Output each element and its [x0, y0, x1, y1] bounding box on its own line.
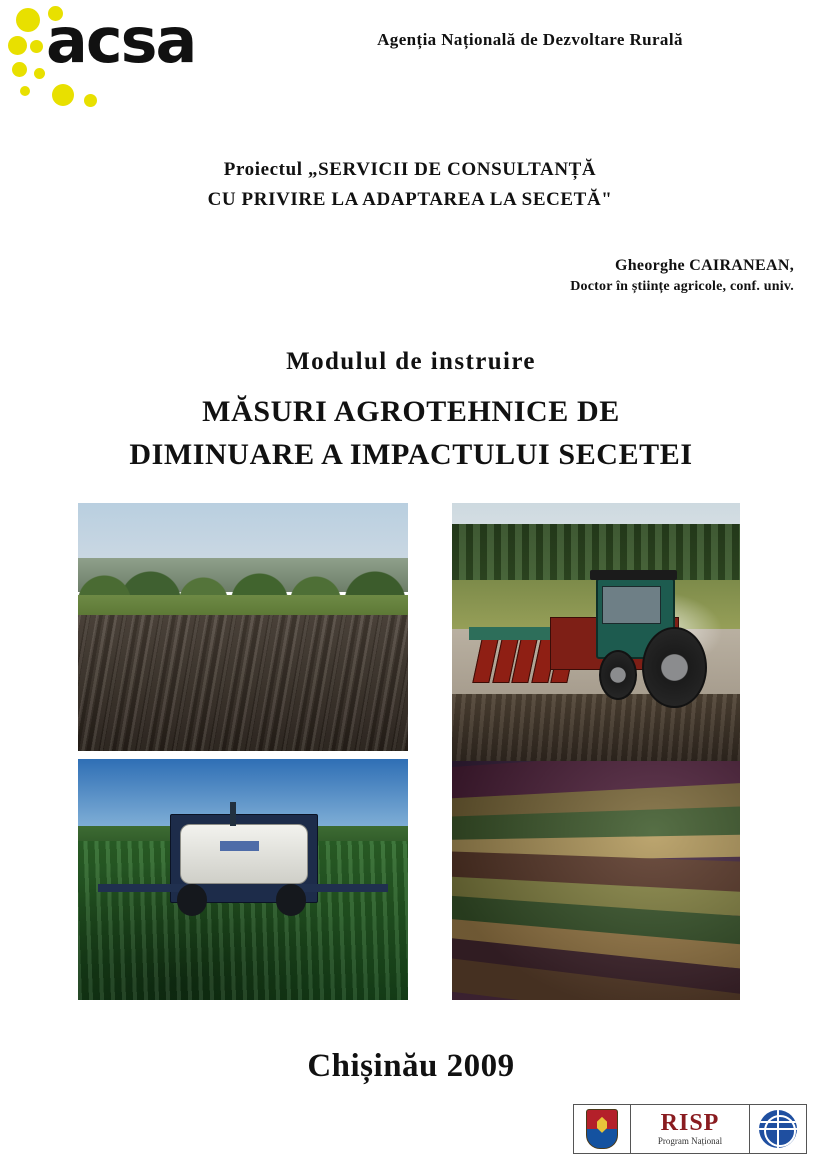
photo-field-sprayer — [78, 759, 408, 1000]
world-bank-logo-cell — [750, 1105, 806, 1153]
author-degree: Doctor în științe agricole, conf. univ. — [570, 279, 794, 294]
photo-tractor-roof — [590, 570, 676, 580]
acsa-dots-logo — [84, 94, 97, 107]
photo-sprayer-wheel-right — [276, 884, 306, 915]
acsa-logo-wordmark: acsa — [46, 4, 196, 77]
page-title-line-2: DIMINUARE A IMPACTULUI SECETEI — [129, 438, 693, 471]
agency-name: Agenția Națională de Dezvoltare Rurală — [377, 30, 683, 49]
author-block — [274, 255, 794, 297]
acsa-dots-logo — [30, 40, 43, 53]
risp-wordmark: RISP — [660, 1110, 720, 1136]
publication-city-year: Chișinău 2009 — [307, 1048, 515, 1084]
photo-ploughed-soil — [78, 615, 408, 751]
acsa-dots-logo — [52, 84, 74, 106]
photo-sprayer-tank — [180, 824, 307, 884]
risp-subtitle: Program Național — [657, 1136, 723, 1146]
project-title — [60, 155, 760, 215]
page-title-line-1: MĂSURI AGROTEHNICE DE — [202, 395, 620, 428]
moldova-coat-of-arms-icon — [586, 1109, 618, 1149]
footer-logo-strip — [573, 1104, 807, 1154]
photo-tractor-rear-wheel — [642, 627, 706, 708]
photo-sprayer-wheel-left — [177, 884, 207, 915]
acsa-logo — [8, 6, 233, 118]
photo-shading-overlay — [452, 761, 740, 1000]
cover-photo-grid — [78, 503, 740, 1000]
world-bank-globe-icon — [759, 1110, 797, 1148]
photo-sprayer-boom-left — [98, 884, 190, 891]
author-name: Gheorghe CAIRANEAN, — [614, 257, 794, 274]
project-title-line-1: Proiectul „SERVICII DE CONSULTANȚĂ — [223, 159, 597, 180]
acsa-dots-logo — [8, 36, 27, 55]
acsa-dots-logo — [16, 8, 40, 32]
photo-tractor-window — [602, 586, 662, 624]
project-title-line-2: CU PRIVIRE LA ADAPTAREA LA SECETĂ" — [207, 189, 613, 210]
photo-sprayer-mast — [230, 802, 237, 826]
photo-ploughed-field — [78, 503, 408, 751]
page-title — [0, 390, 822, 476]
moldova-coat-of-arms-cell — [574, 1105, 631, 1153]
risp-logo-cell — [631, 1105, 750, 1153]
acsa-dots-logo — [20, 86, 30, 96]
acsa-dots-logo — [12, 62, 27, 77]
photo-ploughed-soil — [452, 694, 740, 761]
photo-sprayer-boom-right — [296, 884, 388, 891]
photo-tractor-with-plough — [452, 503, 740, 761]
module-label: Modulul de instruire — [286, 348, 536, 375]
photo-sprayer-tank-label — [220, 841, 260, 851]
photo-contour-strip-cropping — [452, 761, 740, 1000]
acsa-dots-logo — [34, 68, 45, 79]
